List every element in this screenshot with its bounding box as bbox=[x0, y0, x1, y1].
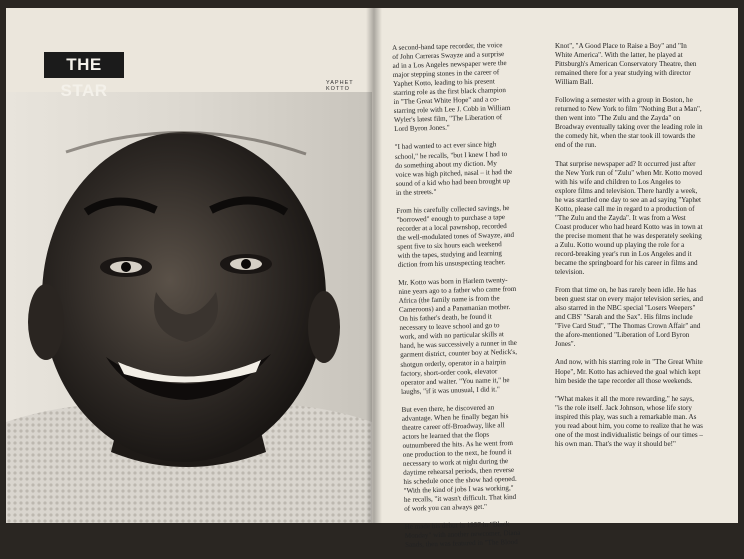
paragraph: Mr. Kotto was born in Harlem twenty-nine years ago to a father who came from Africa (the family name is from the Cameroons) and a Panamanian mother. On his father's death, he found it necessary to leave school and go to work, and with no particular skills at hand, he was successively a runner in the garment district, counter boy at Nedick's, shotgun orderly, operator in a hairpin factory, short-order cook, elevator operator and waiter. "You name it," he laughs, "if it was unusual, I did it." bbox=[398, 276, 518, 396]
article-column-two bbox=[555, 42, 703, 458]
paragraph: That surprise newspaper ad? It occurred just after the New York run of "Zulu" when Mr. Kotto moved with his wife and children to Los Angeles to explore films and television. There hardly a week, he was startled one day to see an ad saying "Yaphet Kotto, please call me in regard to a production of "The Zulu and the Zayda". It was from a West Coast producer who had heard Kotto was in town at the precise moment that he was desperately seeking a Zulu. Kotto wound up playing the role for a record-breaking year's run in Los Angeles and it became the springboard for his career in films and television. bbox=[555, 159, 703, 277]
section-badge: THE STAR bbox=[44, 52, 124, 78]
article-column-one bbox=[392, 41, 523, 559]
portrait-photo bbox=[6, 92, 372, 523]
running-head: YAPHET KOTTO bbox=[326, 80, 354, 92]
portrait-illustration bbox=[6, 92, 372, 523]
paragraph: He made his debut in 1957 in "Black Monday" with another newcomer, Diana Sands, then was featured in "The Blood bbox=[404, 520, 521, 550]
paragraph: Knot", "A Good Place to Raise a Boy" and "In White America". With the latter, he played at Pittsburgh's American Conservatory Theatre, then remained there for a year studying with director William Ball. bbox=[555, 42, 697, 87]
paragraph: "What makes it all the more rewarding," he says, "is the role itself. Jack Johnson, whose life story inspired this play, was such a remarkable man. As you read about him, you come to realize that he was one of the most individualistic beings of our times – his own man. That's the way it should be!" bbox=[555, 394, 703, 448]
left-page bbox=[6, 8, 374, 523]
paragraph: From his carefully collected savings, he "borrowed" enough to purchase a tape recorder at a local pawnshop, recorded the well-modulated tones of Swayze, and spent five to six hours each weekend with the tapes, studying and learning diction from his unsuspecting teacher. bbox=[396, 203, 515, 269]
paragraph: Following a semester with a group in Boston, he returned to New York to film "Nothing But a Man", then went into "The Zulu and the Zayda" on Broadway eventually taking over the leading role in the comedy hit, when the star took ill towards the end of the run. bbox=[555, 96, 703, 150]
paragraph: "I had wanted to act ever since high school," he recalls, "but I knew I had to do something about my diction. My voice was high pitched, nasal – it had the sound of a kid who had been brought up in the streets." bbox=[394, 140, 513, 197]
paragraph: From that time on, he has rarely been idle. He has been guest star on every major television series, and also starred in the NBC special "Losers Weepers" and CBS' "Sarah and the Sax". His films include "Five Card Stud", "The Thomas Crown Affair" and the afore-mentioned "Liberation of Lord Byron Jones". bbox=[555, 286, 703, 349]
paragraph: A second-hand tape recorder, the voice of John Carreras Swayze and a surprise ad in a Los Angeles newspaper were the major stepping stones in the career of Yaphet Kotto, leading to his present starring role as the first black champion in "The Great White Hope" and a co-starring role with Lee J. Cobb in William Wyler's latest film, "The Liberation of Lord Byron Jones." bbox=[392, 41, 511, 134]
paragraph: But even there, he discovered an advantage. When he finally began his theatre career off-Broadway, like all actors he learned that the flops outnumbered the hits. As he went from one production to the next, he found it necessary to work at night during the daytime rehearsal periods, then reverse his schedule once the show had opened. "With the kind of jobs I was working," he recalls, "it wasn't difficult. That kind of work you can always get." bbox=[401, 403, 517, 514]
paragraph: And now, with his starring role in "The Great White Hope", Mr. Kotto has achieved the goal which kept him beside the tape recorder all those weekends. bbox=[555, 358, 703, 385]
